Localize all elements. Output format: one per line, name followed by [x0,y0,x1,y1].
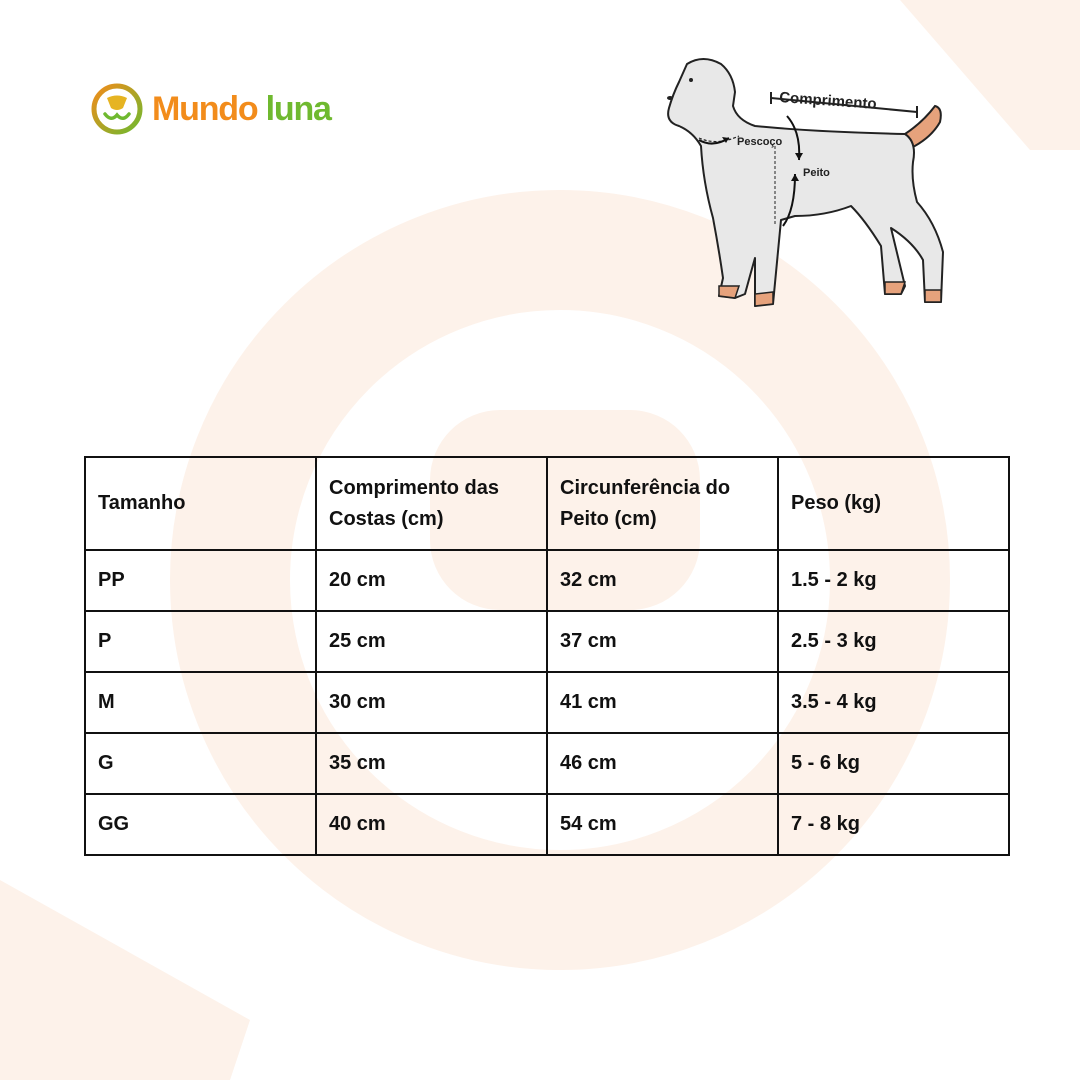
cell-size: M [85,672,316,733]
cell-size: GG [85,794,316,855]
cell-back-length: 30 cm [316,672,547,733]
cell-back-length: 20 cm [316,550,547,611]
cell-back-length: 35 cm [316,733,547,794]
brand-name-part2: luna [265,90,331,128]
cell-chest: 46 cm [547,733,778,794]
dog-silhouette-icon [655,50,955,320]
cell-size: PP [85,550,316,611]
table-row [85,611,1009,672]
table-header-row [85,457,1009,550]
cell-back-length: 25 cm [316,611,547,672]
size-chart-table [84,456,1010,856]
header-weight: Peso (kg) [778,457,1009,550]
cell-chest: 37 cm [547,611,778,672]
cell-back-length: 40 cm [316,794,547,855]
cell-weight: 1.5 - 2 kg [778,550,1009,611]
brand-name-part1: Mundo [152,90,258,128]
cell-weight: 2.5 - 3 kg [778,611,1009,672]
chest-label: Peito [803,167,830,179]
cell-weight: 7 - 8 kg [778,794,1009,855]
cell-weight: 3.5 - 4 kg [778,672,1009,733]
length-label: Comprimento [778,89,878,113]
cell-weight: 5 - 6 kg [778,733,1009,794]
brand-name [152,92,331,126]
dog-face-icon [90,82,144,136]
header-size: Tamanho [85,457,316,550]
table-row [85,550,1009,611]
cell-size: P [85,611,316,672]
table-row [85,672,1009,733]
brand-logo [90,82,331,136]
table-row [85,733,1009,794]
cell-chest: 54 cm [547,794,778,855]
header-back-length: Comprimento das Costas (cm) [316,457,547,550]
neck-label: Pescoço [737,136,783,148]
cell-chest: 41 cm [547,672,778,733]
cell-chest: 32 cm [547,550,778,611]
table-row [85,794,1009,855]
cell-size: G [85,733,316,794]
header-chest-circumference: Circunferência do Peito (cm) [547,457,778,550]
